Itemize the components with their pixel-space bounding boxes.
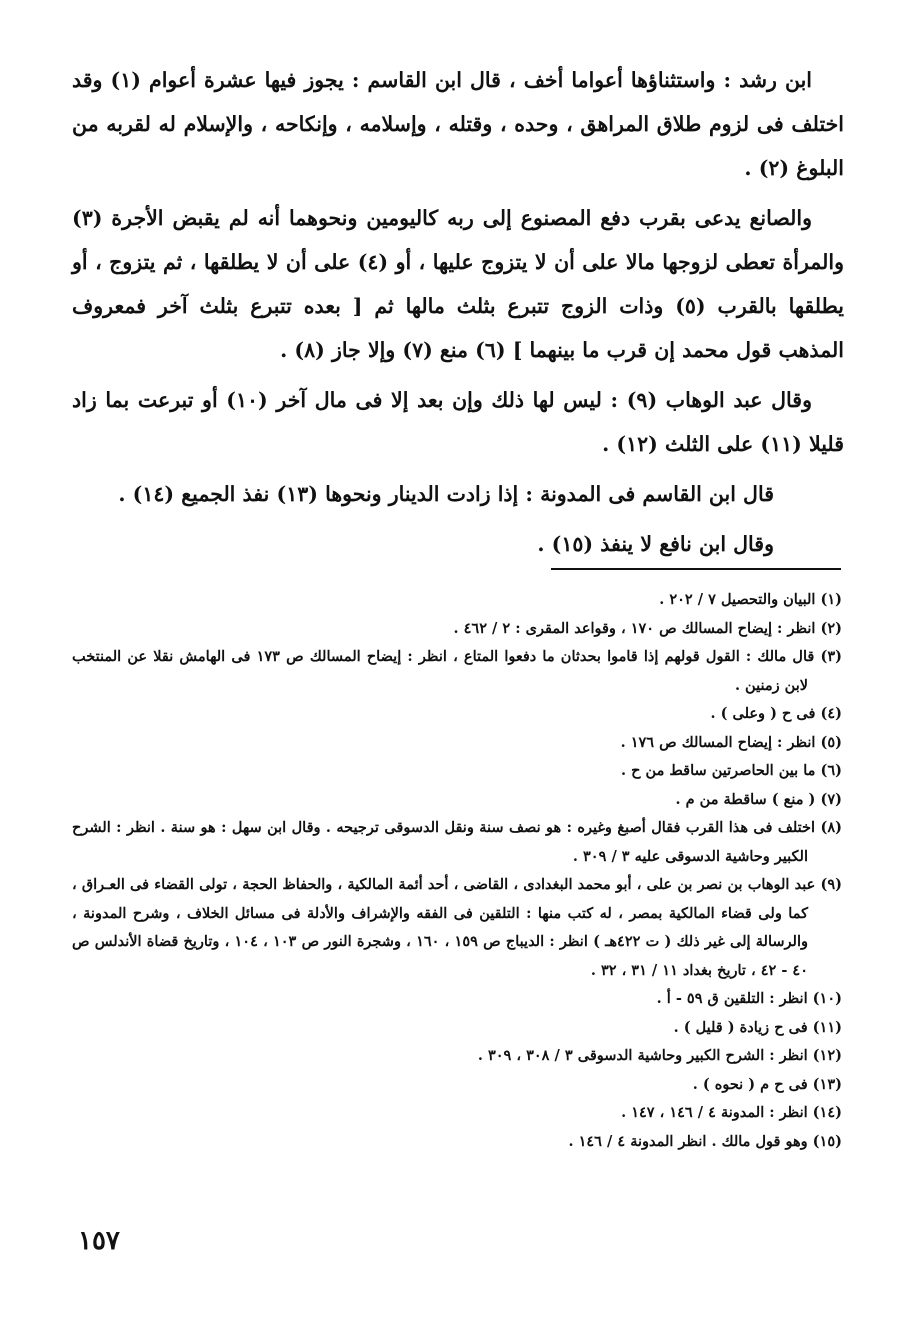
paragraph: وقال ابن نافع لا ينفذ (١٥) . <box>537 532 774 556</box>
footnote: (١٥) وهو قول مالك . انظر المدونة ٤ / ١٤٦ . <box>568 1132 842 1150</box>
footnote: (٧) ( منع ) ساقطة من م . <box>675 790 842 808</box>
footnote: (٨) اختلف فى هذا القرب فقال أصبغ وغيره : هو نصف سنة ونقل الدسوقى ترجيحه . وقال ابن سهل : هو سنة . انظر : الشرح الكبير وحاشية الدسوقى عليه ٣ / ٣٠٩ . <box>72 819 842 865</box>
footnote: (٦) ما بين الحاصرتين ساقط من ح . <box>621 762 842 779</box>
footnote: (١٠) انظر : التلقين ق ٥٩ - أ . <box>656 990 842 1007</box>
footnote: (٢) انظر : إيضاح المسالك ص ١٧٠ ، وقواعد المقرى : ٢ / ٤٦٢ . <box>453 619 842 637</box>
footnote: (٩) عبد الوهاب بن نصر بن على ، أبو محمد البغدادى ، القاضى ، أحد أئمة المالكية ، والحفاظ الحجة ، تولى القضاء فى العـراق ، كما ولى قضاء المالكية بمصر ، له كتب منها : التلقين فى الفقه والإشراف والأدلة فى مسائل الخلاف ، وشرح المدونة ، والرسالة إلى غير ذلك ( ت ٤٢٢هـ ) انظر : الديباج ص ١٥٩ ، ١٦٠ ، وشجرة النور ص ١٠٣ ، ١٠٤ ، وتاريخ قضاة الأندلس ص ٤٠ - ٤٢ ، تاريخ بغداد ١١ / ٣١ ، ٣٢ . <box>72 876 842 979</box>
footnote: (٣) قال مالك : القول قولهم إذا قاموا بحدثان ما دفعوا المتاع ، انظر : إيضاح المسالك ص ١٧٣ فى الهامش نقلا عن المنتخب لابن زمنين . <box>72 648 842 694</box>
footnote: (١٣) فى ح م ( نحوه ) . <box>692 1075 842 1093</box>
paragraph: وقال عبد الوهاب (٩) : ليس لها ذلك وإن بعد إلا فى مال آخر (١٠) أو تبرعت بما زاد قليلا (١١) على الثلث (١٢) . <box>72 388 844 456</box>
footnotes <box>72 586 842 1156</box>
paragraph: والصانع يدعى بقرب دفع المصنوع إلى ربه كاليومين ونحوهما أنه لم يقبض الأجرة (٣) والمرأة تعطى لزوجها مالا على أن لا يتزوج عليها ، أو (٤) على أن لا يطلقها ، ثم يتزوج ، أو يطلقها بالقرب (٥) وذات الزوج تتبرع بثلث مالها ثم [ بعده تتبرع بثلث آخر فمعروف المذهب قول محمد إن قرب ما بينهما ] (٦) منع (٧) وإلا جاز (٨) . <box>72 206 844 362</box>
main-text <box>72 58 844 572</box>
footnote: (١) البيان والتحصيل ٧ / ٢٠٢ . <box>659 591 842 608</box>
footnote: (١١) فى ح زيادة ( قليل ) . <box>673 1018 842 1036</box>
page-number: ١٥٧ <box>78 1226 120 1256</box>
paragraph: ابن رشد : واستثناؤها أعواما أخف ، قال ابن القاسم : يجوز فيها عشرة أعوام (١) وقد اختلف فى لزوم طلاق المراهق ، وحده ، وقتله ، وإسلامه ، وإنكاحه ، والإسلام له لقربه من البلوغ (٢) . <box>72 68 844 180</box>
footnote: (١٤) انظر : المدونة ٤ / ١٤٦ ، ١٤٧ . <box>621 1104 842 1121</box>
paragraph: قال ابن القاسم فى المدونة : إذا زادت الدينار ونحوها (١٣) نفذ الجميع (١٤) . <box>118 482 774 506</box>
footnote: (١٢) انظر : الشرح الكبير وحاشية الدسوقى ٣ / ٣٠٨ ، ٣٠٩ . <box>477 1047 842 1064</box>
footnote: (٥) انظر : إيضاح المسالك ص ١٧٦ . <box>620 733 842 751</box>
footnote-divider <box>551 568 841 570</box>
footnote: (٤) فى ح ( وعلى ) . <box>710 705 842 722</box>
